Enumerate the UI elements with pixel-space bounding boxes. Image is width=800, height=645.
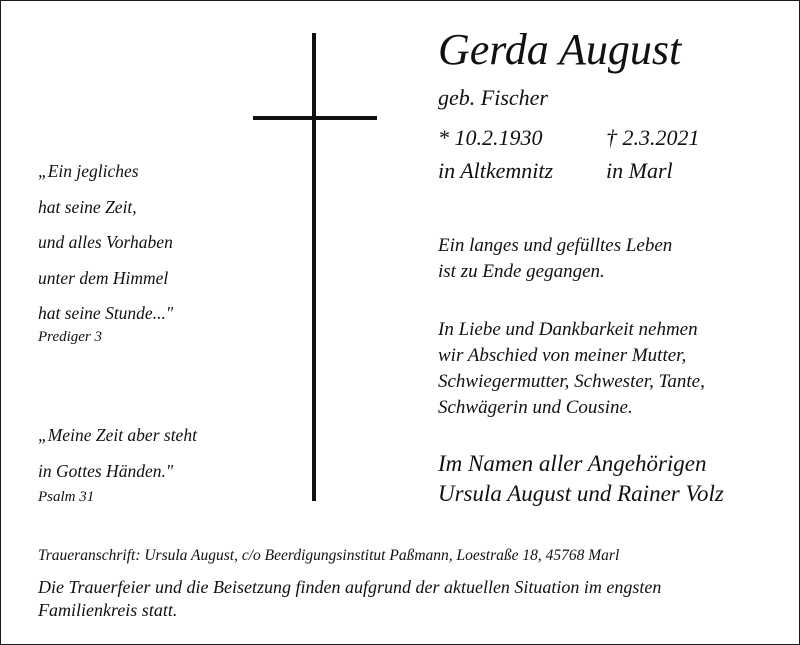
- text-line: ist zu Ende gegangen.: [438, 261, 605, 282]
- verse-source: Psalm 31: [38, 489, 95, 505]
- verse-line: „Ein jegliches: [38, 161, 139, 181]
- birth-date: * 10.2.1930: [438, 125, 543, 150]
- verse-line: „Meine Zeit aber steht: [38, 425, 197, 445]
- farewell-paragraph: [438, 317, 705, 421]
- verse-line: hat seine Stunde...": [38, 303, 174, 323]
- mourning-address: Traueranschrift: Ursula August, c/o Beerdigungsinstitut Paßmann, Loestraße 18, 45768 Marl: [38, 547, 620, 564]
- bible-verse-2: [38, 418, 197, 489]
- cross-icon-bar: [253, 116, 377, 120]
- life-paragraph: [438, 233, 672, 285]
- text-line: Schwägerin und Cousine.: [438, 397, 633, 418]
- verse-line: unter dem Himmel: [38, 267, 169, 288]
- notice-line: Familienkreis statt.: [38, 600, 178, 620]
- text-line: In Liebe und Dankbarkeit nehmen: [438, 319, 698, 340]
- birth-place: in Altkemnitz: [438, 158, 554, 183]
- notice-line: Die Trauerfeier und die Beisetzung finden aufgrund der aktuellen Situation im engsten: [38, 577, 662, 597]
- bible-verse-1: [38, 154, 173, 332]
- text-line: Ein langes und gefülltes Leben: [438, 235, 673, 256]
- maiden-name: geb. Fischer: [438, 85, 548, 110]
- verse-line: in Gottes Händen.": [38, 460, 174, 481]
- signoff-line: Ursula August und Rainer Volz: [438, 481, 724, 506]
- cross-icon: [312, 33, 316, 501]
- deceased-name: Gerda August: [438, 25, 682, 74]
- signoff-line: Im Namen aller Angehörigen: [438, 451, 707, 476]
- verse-line: hat seine Zeit,: [38, 196, 137, 217]
- verse-line: und alles Vorhaben: [38, 232, 173, 252]
- funeral-notice: [38, 576, 764, 622]
- text-line: wir Abschied von meiner Mutter,: [438, 345, 687, 366]
- verse-source: Prediger 3: [38, 329, 103, 345]
- death-place: in Marl: [606, 158, 673, 183]
- family-signoff: [438, 449, 724, 509]
- death-date: † 2.3.2021: [606, 125, 700, 150]
- text-line: Schwiegermutter, Schwester, Tante,: [438, 371, 705, 392]
